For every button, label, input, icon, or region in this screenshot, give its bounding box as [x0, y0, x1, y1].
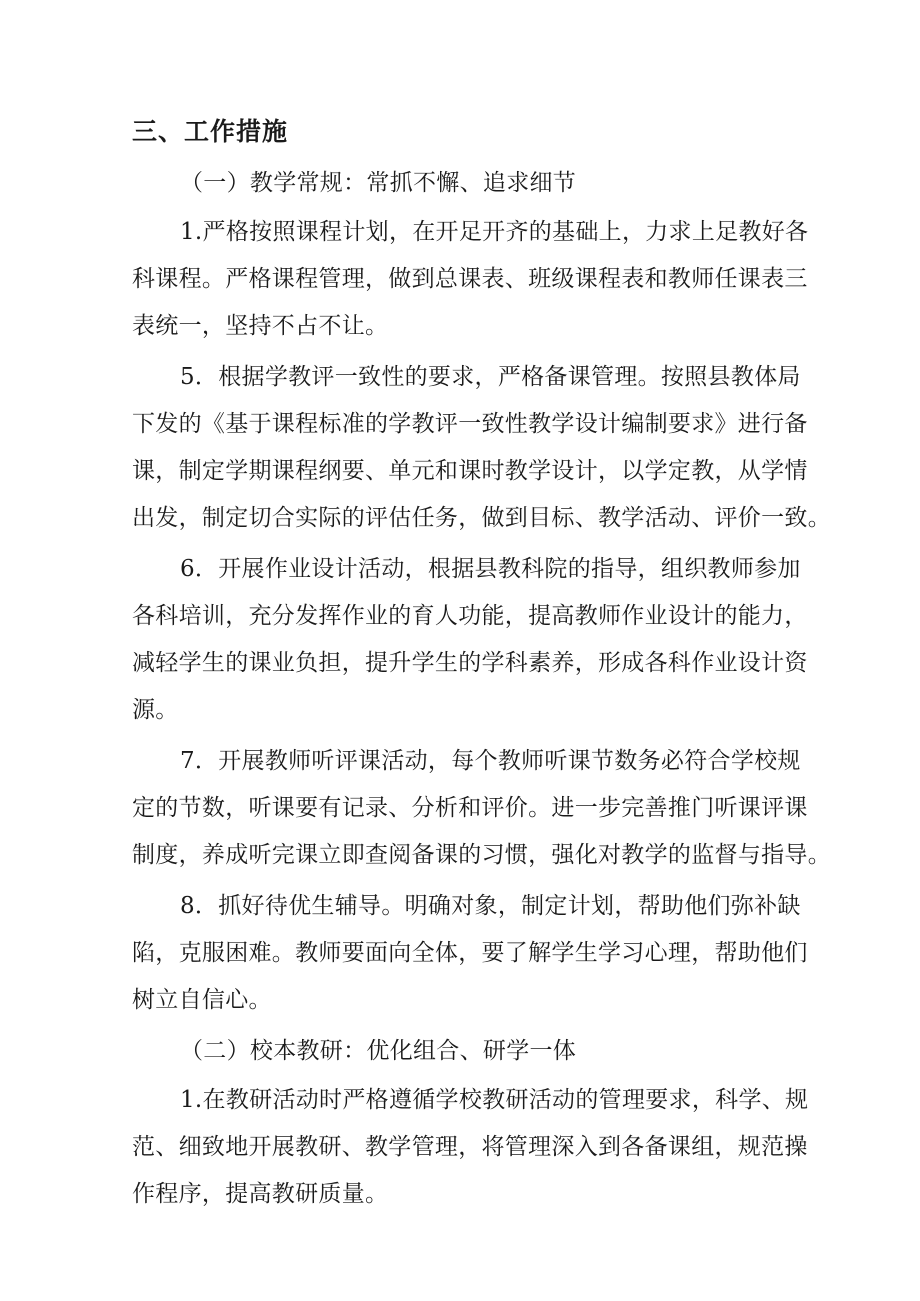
paragraph-line: 8．抓好待优生辅导。明确对象，制定计划，帮助他们弥补缺	[180, 893, 801, 919]
paragraph-line: 课，制定学期课程纲要、单元和课时教学设计，以学定教，从学情	[132, 458, 808, 484]
paragraph-line: 出发，制定切合实际的评估任务，做到目标、教学活动、评价一致。	[132, 505, 831, 531]
paragraph-line: 源。	[132, 697, 179, 723]
paragraph-line: 制度，养成听完课立即查阅备课的习惯，强化对教学的监督与指导。	[132, 842, 831, 868]
paragraph-line: 1.在教研活动时严格遵循学校教研活动的管理要求，科学、规	[180, 1087, 809, 1113]
paragraph-line: 范、细致地开展教研、教学管理，将管理深入到各备课组，规范操	[132, 1134, 808, 1160]
subsection-title-2: （二）校本教研：优化组合、研学一体	[180, 1038, 577, 1064]
paragraph-line: 减轻学生的课业负担，提升学生的学科素养，形成各科作业设计资	[132, 650, 808, 676]
paragraph-line: 树立自信心。	[132, 987, 272, 1013]
paragraph-line: 7．开展教师听评课活动，每个教师听课节数务必符合学校规	[180, 748, 801, 774]
paragraph-line: 陷，克服困难。教师要面向全体，要了解学生学习心理，帮助他们	[132, 940, 808, 966]
subsection-title-1: （一）教学常规：常抓不懈、追求细节	[180, 170, 577, 196]
paragraph-line: 下发的《基于课程标准的学教评一致性教学设计编制要求》进行备	[132, 411, 808, 437]
paragraph-line: 作程序，提高教研质量。	[132, 1181, 389, 1207]
paragraph-line: 表统一，坚持不占不让。	[132, 313, 389, 339]
paragraph-line: 定的节数，听课要有记录、分析和评价。进一步完善推门听课评课	[132, 795, 808, 821]
paragraph-line: 1.严格按照课程计划，在开足开齐的基础上，力求上足教好各	[180, 219, 809, 245]
paragraph-line: 6．开展作业设计活动，根据县教科院的指导，组织教师参加	[180, 556, 801, 582]
paragraph-line: 各科培训，充分发挥作业的育人功能，提高教师作业设计的能力，	[132, 603, 808, 629]
paragraph-line: 5．根据学教评一致性的要求，严格备课管理。按照县教体局	[180, 364, 801, 390]
paragraph-line: 科课程。严格课程管理，做到总课表、班级课程表和教师任课表三	[132, 266, 808, 292]
section-heading: 三、工作措施	[132, 117, 289, 146]
